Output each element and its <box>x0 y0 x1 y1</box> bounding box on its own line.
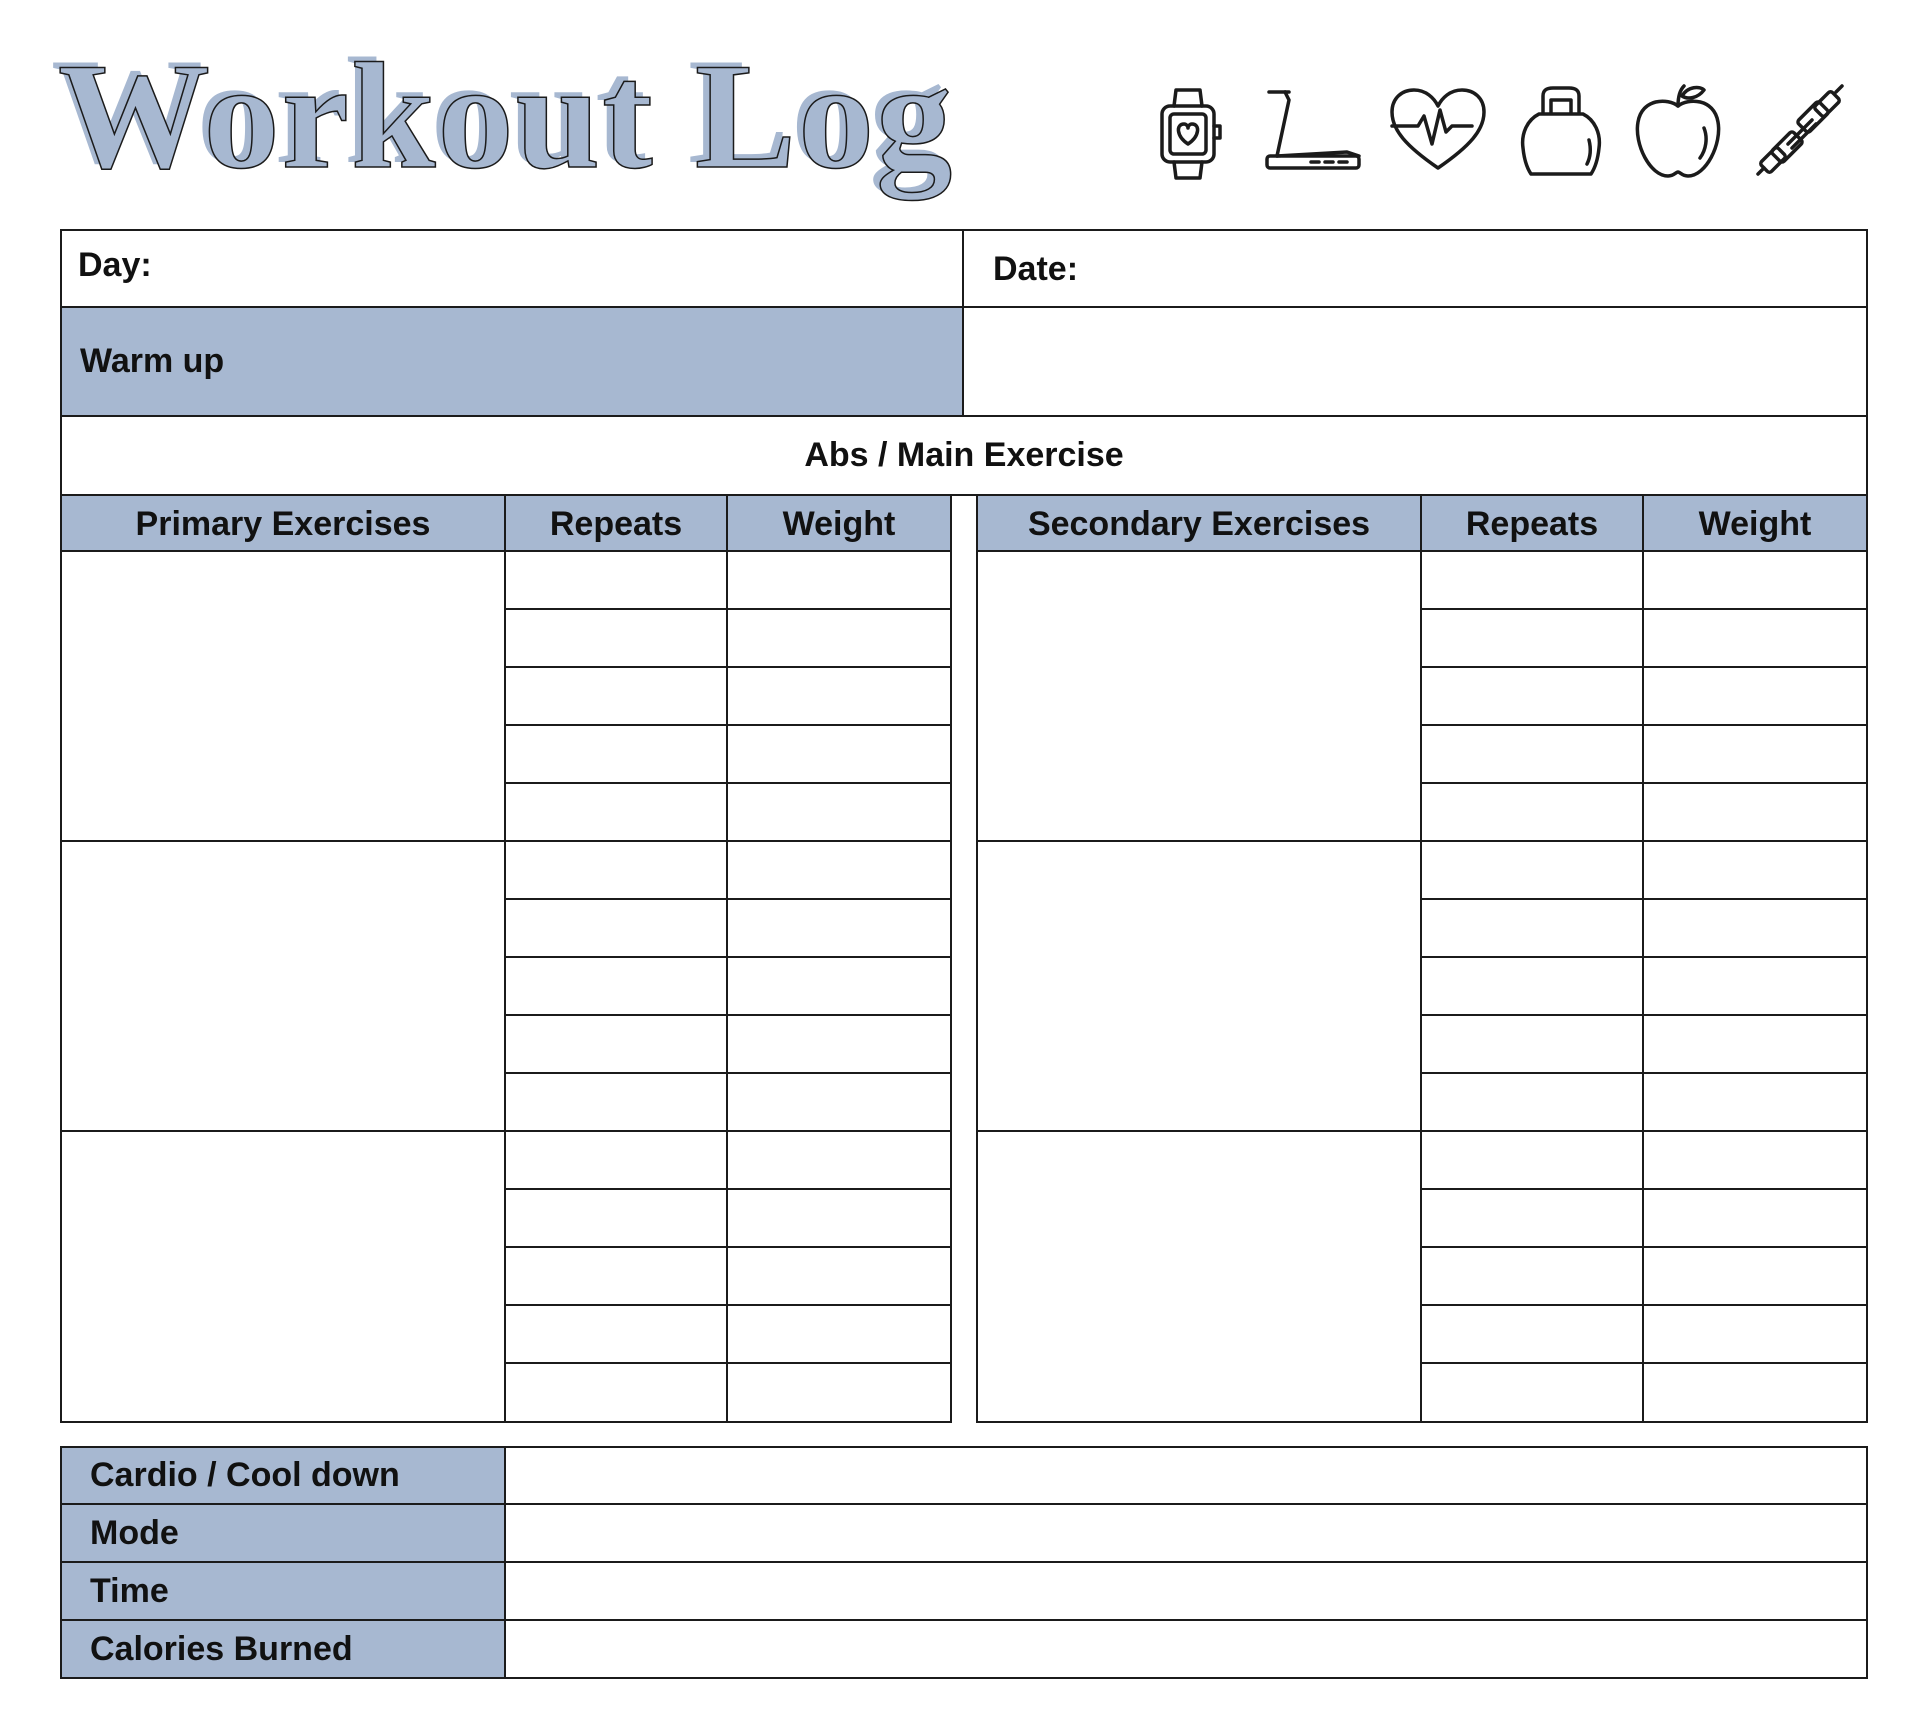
secondary-weight-2-5[interactable] <box>1644 1074 1866 1130</box>
primary-repeats-1-2[interactable] <box>506 610 726 666</box>
secondary-header: Secondary Exercises <box>978 496 1420 552</box>
secondary-weight-1-4[interactable] <box>1644 726 1866 782</box>
cardio-cooldown-label: Cardio / Cool down <box>62 1448 504 1503</box>
dumbbell-icon <box>1745 82 1855 182</box>
primary-exercise-2[interactable] <box>62 842 502 1130</box>
cardio-time-label: Time <box>62 1563 504 1619</box>
date-field[interactable] <box>1120 234 1860 304</box>
secondary-weight-header: Weight <box>1644 496 1866 552</box>
secondary-repeats-1-1[interactable] <box>1422 552 1642 608</box>
primary-weight-2-1[interactable] <box>728 842 950 898</box>
warmup-label: Warm up <box>62 308 962 415</box>
primary-repeats-1-3[interactable] <box>506 668 726 724</box>
secondary-weight-2-2[interactable] <box>1644 900 1866 956</box>
secondary-repeats-1-5[interactable] <box>1422 784 1642 840</box>
secondary-weight-1-5[interactable] <box>1644 784 1866 840</box>
primary-repeats-3-5[interactable] <box>506 1364 726 1420</box>
secondary-repeats-1-4[interactable] <box>1422 726 1642 782</box>
cardio-cooldown-field[interactable] <box>506 1448 1866 1503</box>
secondary-weight-3-4[interactable] <box>1644 1306 1866 1362</box>
secondary-exercise-1[interactable] <box>978 552 1418 840</box>
secondary-weight-1-3[interactable] <box>1644 668 1866 724</box>
secondary-repeats-1-2[interactable] <box>1422 610 1642 666</box>
secondary-repeats-2-1[interactable] <box>1422 842 1642 898</box>
secondary-exercise-3[interactable] <box>978 1132 1418 1420</box>
cardio-calories-label: Calories Burned <box>62 1621 504 1677</box>
secondary-repeats-header: Repeats <box>1422 496 1642 552</box>
cardio-mode-label: Mode <box>62 1505 504 1561</box>
primary-exercise-3[interactable] <box>62 1132 502 1420</box>
secondary-repeats-1-3[interactable] <box>1422 668 1642 724</box>
secondary-repeats-2-4[interactable] <box>1422 1016 1642 1072</box>
primary-repeats-3-3[interactable] <box>506 1248 726 1304</box>
primary-weight-1-4[interactable] <box>728 726 950 782</box>
primary-repeats-3-4[interactable] <box>506 1306 726 1362</box>
secondary-weight-3-3[interactable] <box>1644 1248 1866 1304</box>
secondary-repeats-2-2[interactable] <box>1422 900 1642 956</box>
secondary-weight-3-2[interactable] <box>1644 1190 1866 1246</box>
secondary-repeats-2-3[interactable] <box>1422 958 1642 1014</box>
secondary-exercise-2[interactable] <box>978 842 1418 1130</box>
treadmill-icon <box>1258 82 1368 182</box>
primary-repeats-2-2[interactable] <box>506 900 726 956</box>
date-label: Date: <box>993 249 1079 288</box>
secondary-repeats-3-2[interactable] <box>1422 1190 1642 1246</box>
day-label: Day: <box>78 245 152 284</box>
primary-header: Primary Exercises <box>62 496 504 552</box>
primary-exercise-1[interactable] <box>62 552 502 840</box>
cardio-mode-field[interactable] <box>506 1505 1866 1561</box>
primary-repeats-1-1[interactable] <box>506 552 726 608</box>
secondary-weight-2-3[interactable] <box>1644 958 1866 1014</box>
primary-repeats-2-4[interactable] <box>506 1016 726 1072</box>
primary-repeats-2-3[interactable] <box>506 958 726 1014</box>
warmup-field[interactable] <box>964 308 1866 415</box>
day-field[interactable] <box>230 234 950 304</box>
primary-weight-3-2[interactable] <box>728 1190 950 1246</box>
primary-weight-1-1[interactable] <box>728 552 950 608</box>
kettlebell-icon <box>1506 82 1616 182</box>
primary-weight-1-5[interactable] <box>728 784 950 840</box>
secondary-weight-2-1[interactable] <box>1644 842 1866 898</box>
primary-weight-3-5[interactable] <box>728 1364 950 1420</box>
primary-weight-2-2[interactable] <box>728 900 950 956</box>
primary-weight-3-3[interactable] <box>728 1248 950 1304</box>
cardio-calories-field[interactable] <box>506 1621 1866 1677</box>
primary-weight-3-4[interactable] <box>728 1306 950 1362</box>
secondary-weight-1-2[interactable] <box>1644 610 1866 666</box>
primary-repeats-3-1[interactable] <box>506 1132 726 1188</box>
primary-weight-1-3[interactable] <box>728 668 950 724</box>
primary-repeats-2-5[interactable] <box>506 1074 726 1130</box>
heartbeat-icon <box>1383 82 1493 182</box>
secondary-repeats-3-5[interactable] <box>1422 1364 1642 1420</box>
primary-weight-2-3[interactable] <box>728 958 950 1014</box>
secondary-weight-3-5[interactable] <box>1644 1364 1866 1420</box>
primary-weight-2-5[interactable] <box>728 1074 950 1130</box>
apple-icon <box>1623 82 1733 182</box>
secondary-repeats-2-5[interactable] <box>1422 1074 1642 1130</box>
primary-repeats-3-2[interactable] <box>506 1190 726 1246</box>
primary-repeats-header: Repeats <box>506 496 726 552</box>
secondary-repeats-3-3[interactable] <box>1422 1248 1642 1304</box>
primary-weight-3-1[interactable] <box>728 1132 950 1188</box>
primary-repeats-2-1[interactable] <box>506 842 726 898</box>
section-title: Abs / Main Exercise <box>804 436 1124 474</box>
secondary-weight-2-4[interactable] <box>1644 1016 1866 1072</box>
primary-repeats-1-4[interactable] <box>506 726 726 782</box>
primary-weight-header: Weight <box>728 496 950 552</box>
secondary-repeats-3-4[interactable] <box>1422 1306 1642 1362</box>
secondary-repeats-3-1[interactable] <box>1422 1132 1642 1188</box>
page-title: Workout Log <box>58 32 955 200</box>
smartwatch-icon <box>1135 82 1245 182</box>
primary-weight-2-4[interactable] <box>728 1016 950 1072</box>
cardio-time-field[interactable] <box>506 1563 1866 1619</box>
primary-weight-1-2[interactable] <box>728 610 950 666</box>
primary-repeats-1-5[interactable] <box>506 784 726 840</box>
secondary-weight-3-1[interactable] <box>1644 1132 1866 1188</box>
secondary-weight-1-1[interactable] <box>1644 552 1866 608</box>
